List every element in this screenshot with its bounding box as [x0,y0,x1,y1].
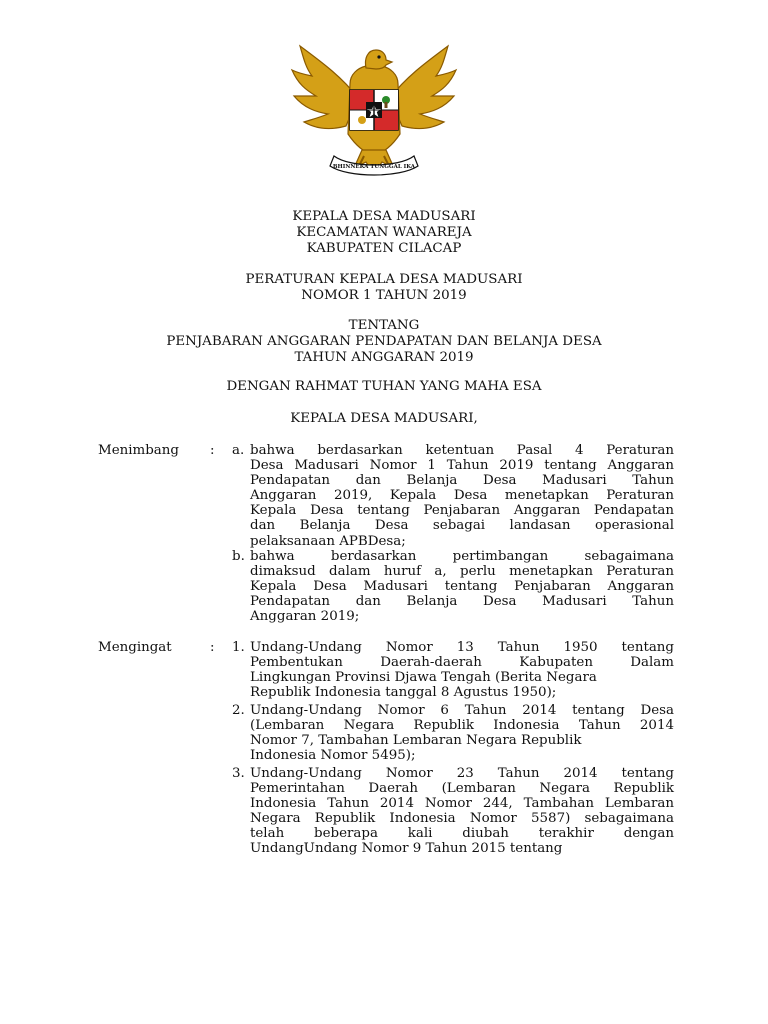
item-text [250,766,674,857]
text-line: dan Belanja Desa sebagai landasan operasional [250,518,674,534]
text-line: bahwa berdasarkan pertimbangan sebagaimana [250,549,674,564]
text-line: (Lembaran Negara Republik Indonesia Tahun 2014 [250,718,674,734]
emblem-motto: BHINNEKA TUNGGAL IKA [332,164,416,170]
text-line: Pemerintahan Daerah (Lembaran Negara Republik [250,781,674,797]
text-line: Undang-Undang Nomor 13 Tahun 1950 tentang [250,640,674,655]
text-line: pelaksanaan APBDesa; [250,533,406,549]
text-line: Indonesia Tahun 2014 Nomor 244, Tambahan Lembaran [250,796,674,812]
text-line: Pendapatan dan Belanja Desa Madusari Tahun [250,473,674,489]
item-marker: 2. [232,703,245,718]
item-marker: b. [232,549,245,564]
header-line-1: KEPALA DESA MADUSARI [292,209,476,224]
mengingat-label: Mengingat [98,640,172,655]
header-line-3: KABUPATEN CILACAP [306,241,462,256]
text-line: Pendapatan dan Belanja Desa Madusari Tahun [250,594,674,610]
text-line: telah beberapa kali diubah terakhir dengan [250,826,674,842]
item-text [250,640,674,700]
regulation-name: PERATURAN KEPALA DESA MADUSARI [245,272,523,287]
garuda-pancasila-emblem [288,38,460,188]
text-line: Republik Indonesia tanggal 8 Agustus 1950); [250,685,557,701]
text-line: Negara Republik Indonesia Nomor 5587) sebagaimana [250,811,674,827]
text-line: bahwa berdasarkan ketentuan Pasal 4 Peraturan [250,443,674,458]
item-text [250,443,674,549]
header-line-2: KECAMATAN WANAREJA [296,225,472,240]
text-line: Anggaran 2019; [250,609,360,625]
regulation-subject [0,318,768,366]
text-line: Undang-Undang Nomor 23 Tahun 2014 tentang [250,766,674,781]
text-line: Desa Madusari Nomor 1 Tahun 2019 tentang Anggaran [250,458,674,474]
subject-line-1: PENJABARAN ANGGARAN PENDAPATAN DAN BELANJA DESA [166,334,602,349]
item-marker: a. [232,443,245,458]
about-label: TENTANG [348,318,420,333]
item-text [250,549,674,624]
item-text [250,703,674,763]
mengingat-colon: : [210,640,215,655]
official-text: KEPALA DESA MADUSARI, [290,411,478,426]
text-line: dimaksud dalam huruf a, perlu menetapkan Peraturan [250,564,674,580]
text-line: UndangUndang Nomor 9 Tahun 2015 tentang [250,841,563,857]
text-line: Anggaran 2019, Kepala Desa menetapkan Peraturan [250,488,674,504]
blessing-text: DENGAN RAHMAT TUHAN YANG MAHA ESA [226,379,542,394]
text-line: Nomor 7, Tambahan Lembaran Negara Republik [250,733,582,749]
document-header [0,209,768,257]
regulation-title [0,272,768,304]
blessing-line [0,379,768,395]
subject-line-2: TAHUN ANGGARAN 2019 [294,350,474,365]
regulation-number: NOMOR 1 TAHUN 2019 [301,288,467,303]
text-line: Indonesia Nomor 5495); [250,748,416,764]
text-line: Pembentukan Daerah-daerah Kabupaten Dalam [250,655,674,671]
item-marker: 3. [232,766,245,781]
item-marker: 1. [232,640,245,655]
text-line: Kepala Desa tentang Penjabaran Anggaran Pendapatan [250,503,674,519]
text-line: Kepala Desa Madusari tentang Penjabaran Anggaran [250,579,674,595]
menimbang-colon: : [210,443,215,458]
official-line [0,411,768,427]
text-line: Undang-Undang Nomor 6 Tahun 2014 tentang Desa [250,703,674,718]
text-line: Lingkungan Provinsi Djawa Tengah (Berita Negara [250,670,597,686]
menimbang-label: Menimbang [98,443,179,458]
